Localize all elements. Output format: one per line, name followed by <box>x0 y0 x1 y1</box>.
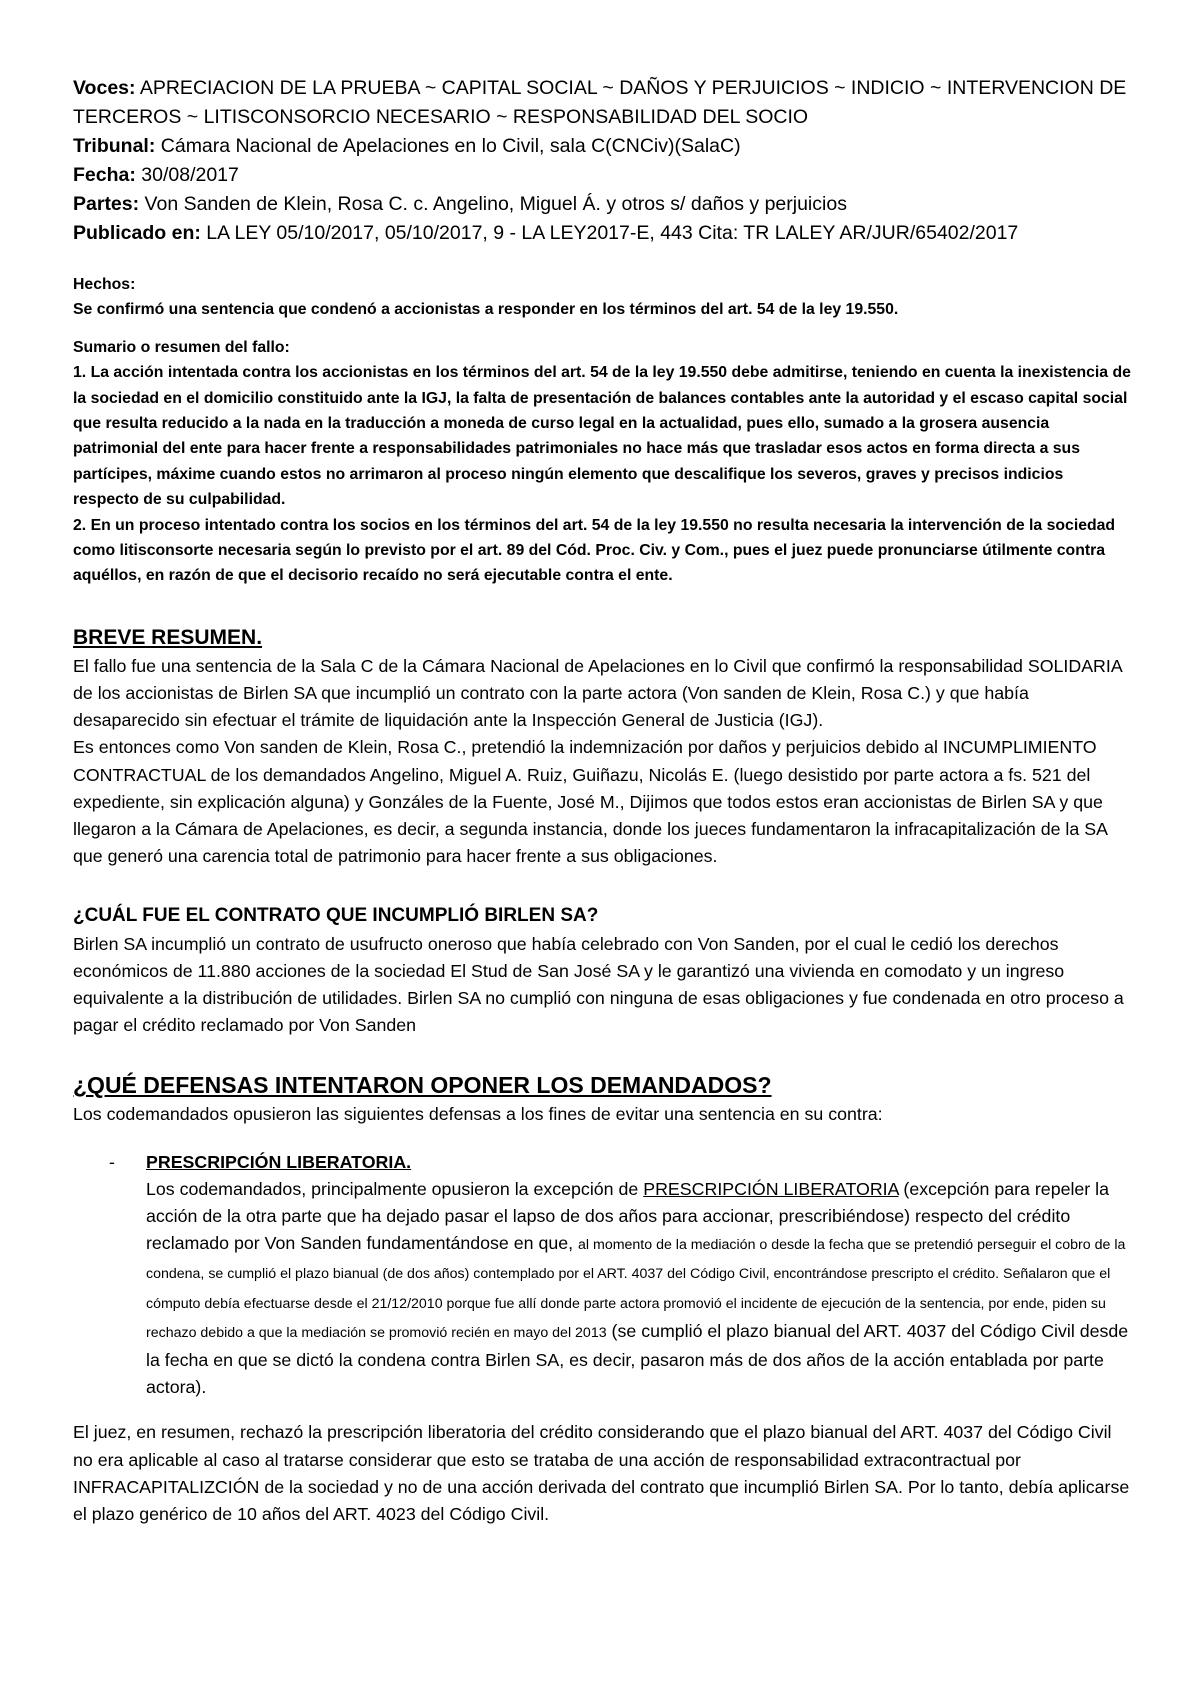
tribunal-line <box>73 132 1133 161</box>
hechos-title: Hechos: <box>73 276 136 293</box>
publicado-line <box>73 219 1133 248</box>
fecha-text: 30/08/2017 <box>135 164 239 186</box>
voces-label: Voces: <box>73 77 136 99</box>
contrato-heading: ¿CUÁL FUE EL CONTRATO QUE INCUMPLIÓ BIRLEN SA? <box>73 904 599 926</box>
sumario-section <box>73 335 1133 589</box>
prescripcion-text-small: al momento de la mediación o desde la fecha que se pretendió perseguir el cobro de la condena, se cumplió el plazo bianual (de dos años) contemplado por el ART. 4037 del Código Civil, encontrándose prescripto el crédito. Señalaron que el cómputo debía efectuarse desde el 21/12/2010 porque fue allí donde parte actora promovió el incidente de ejecución de la sentencia, por ende, piden su rechazo debido a que la mediación se promovió recién en mayo del 2013 <box>146 1237 1126 1341</box>
document-page <box>73 74 1133 1528</box>
defensas-intro: Los codemandados opusieron las siguientes defensas a los fines de evitar una sentencia en su contra: <box>73 1104 883 1125</box>
breve-resumen-section <box>73 623 1133 871</box>
prescripcion-text-b: (excepción para repeler la acción de la otra parte que ha dejado pasar el lapso de dos años para accionar, prescribiéndose) respecto del crédito reclamado por Von Sanden fundamentándose en que, <box>146 1178 1110 1254</box>
partes-label: Partes: <box>73 193 140 215</box>
defensas-list-item <box>73 1149 1133 1402</box>
voces-text: APRECIACION DE LA PRUEBA ~ CAPITAL SOCIAL ~ DAÑOS Y PERJUICIOS ~ INDICIO ~ INTERVENCION DE TERCEROS ~ LITISCONSORCIO NECESARIO ~ RESPONSABILIDAD DEL SOCIO <box>73 77 1127 128</box>
prescripcion-title: PRESCRIPCIÓN LIBERATORIA. <box>146 1151 412 1172</box>
case-metadata <box>73 74 1133 248</box>
tribunal-text: Cámara Nacional de Apelaciones en lo Civil, sala C(CNCiv)(SalaC) <box>155 135 741 157</box>
contrato-section <box>73 901 1133 1040</box>
hechos-section <box>73 272 1133 323</box>
prescripcion-text <box>146 1179 1128 1397</box>
prescripcion-underlined: PRESCRIPCIÓN LIBERATORIA <box>643 1178 899 1199</box>
partes-line <box>73 190 1133 219</box>
final-paragraph: El juez, en resumen, rechazó la prescripción liberatoria del crédito considerando que el plazo bianual del ART. 4037 del Código Civil no era aplicable al caso al tratarse considerar que esto se trataba de una acción de responsabilidad extracontractual por INFRACAPITALIZCIÓN de la sociedad y no de una acción derivada del contrato que incumplió Birlen SA. Por lo tanto, debía aplicarse el plazo genérico de 10 años del ART. 4023 del Código Civil. <box>73 1422 1130 1524</box>
breve-resumen-paragraph: El fallo fue una sentencia de la Sala C de la Cámara Nacional de Apelaciones en lo Civil que confirmó la responsabilidad SOLIDARIA de los accionistas de Birlen SA que incumplió un contrato con la parte actora (Von sanden de Klein, Rosa C.) y que había desaparecido sin efectuar el trámite de liquidación ante la Inspección General de Justicia (IGJ). <box>73 655 1122 731</box>
tribunal-label: Tribunal: <box>73 135 156 157</box>
breve-resumen-paragraph: Es entonces como Von sanden de Klein, Rosa C., pretendió la indemnización por daños y perjuicios debido al INCUMPLIMIENTO CONTRACTUAL de los demandados Angelino, Miguel A. Ruiz, Guiñazu, Nicolás E. (luego desistido por parte actora a fs. 521 del expediente, sin explicación alguna) y Gonzáles de la Fuente, José M., Dijimos que todos estos eran accionistas de Birlen SA y que llegaron a la Cámara de Apelaciones, es decir, a segunda instancia, donde los jueces fundamentaron la infracapitalización de la SA que generó una carencia total de patrimonio para hacer frente a sus obligaciones. <box>73 737 1107 867</box>
partes-text: Von Sanden de Klein, Rosa C. c. Angelino, Miguel Á. y otros s/ daños y perjuicios <box>139 193 847 215</box>
contrato-paragraph: Birlen SA incumplió un contrato de usufructo oneroso que había celebrado con Von Sanden, por el cual le cedió los derechos económicos de 11.880 acciones de la sociedad El Stud de San José SA y le garantizó una vivienda en comodato y un ingreso equivalente a la distribución de utilidades. Birlen SA no cumplió con ninguna de esas obligaciones y fue condenada en otro proceso a pagar el crédito reclamado por Von Sanden <box>73 933 1124 1036</box>
sumario-item: 1. La acción intentada contra los accionistas en los términos del art. 54 de la ley 19.550 debe admitirse, teniendo en cuenta la inexistencia de la sociedad en el domicilio constituido ante la IGJ, la falta de presentación de balances contables ante la autoridad y el escaso capital social que resulta reducido a la nada en la traducción a moneda de curso legal en la actualidad, pues ello, sumado a la grosera ausencia patrimonial del ente para hacer frente a responsabilidades patrimoniales no hace más que trasladar esos actos en forma directa a sus partícipes, máxime cuando estos no arrimaron al proceso ningún elemento que descalifique los severos, graves y precisos indicios respecto de su culpabilidad. <box>73 364 1131 509</box>
hechos-text: Se confirmó una sentencia que condenó a accionistas a responder en los términos del art. 54 de la ley 19.550. <box>73 301 899 319</box>
prescripcion-text-a: Los codemandados, principalmente opusieron la excepción de <box>146 1178 644 1199</box>
breve-resumen-heading: BREVE RESUMEN. <box>73 625 263 649</box>
publicado-text: LA LEY 05/10/2017, 05/10/2017, 9 - LA LEY2017-E, 443 Cita: TR LALEY AR/JUR/65402/2017 <box>200 222 1019 244</box>
defensas-heading: ¿QUÉ DEFENSAS INTENTARON OPONER LOS DEMANDADOS? <box>73 1072 772 1099</box>
list-dash: - <box>109 1151 115 1172</box>
publicado-label: Publicado en: <box>73 222 201 244</box>
sumario-title: Sumario o resumen del fallo: <box>73 338 290 356</box>
fecha-label: Fecha: <box>73 164 136 186</box>
fecha-line <box>73 161 1133 190</box>
sumario-item: 2. En un proceso intentado contra los socios en los términos del art. 54 de la ley 19.550 no resulta necesaria la intervención de la sociedad como litisconsorte necesaria según lo previsto por el art. 89 del Cód. Proc. Civ. y Com., pues el juez puede pronunciarse útilmente contra aquéllos, en razón de que el decisorio recaído no será ejecutable contra el ente. <box>73 516 1116 585</box>
voces-line <box>73 74 1133 132</box>
prescripcion-text-c: (se cumplió el plazo bianual del ART. 4037 del Código Civil desde la fecha en que se dictó la condena contra Birlen SA, es decir, pasaron más de dos años de la acción entablada por parte actora). <box>146 1320 1129 1398</box>
defensas-section <box>73 1069 1133 1528</box>
